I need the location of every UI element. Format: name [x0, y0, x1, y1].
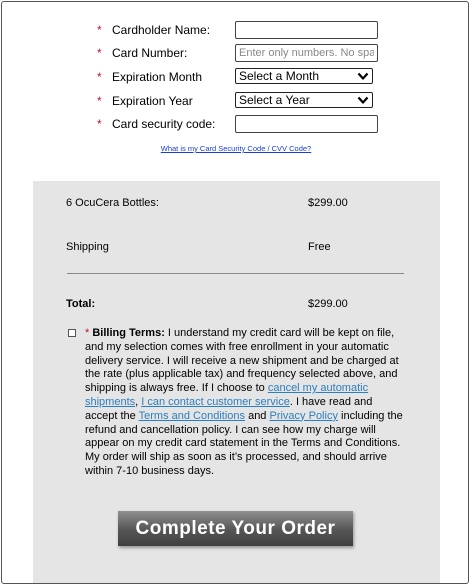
checkout-frame	[1, 1, 469, 584]
shipping-value: Free	[308, 241, 331, 253]
cardholder-name-input[interactable]	[235, 21, 378, 39]
terms-conditions-link[interactable]: Terms and Conditions	[138, 409, 246, 422]
cvv-help	[2, 138, 469, 156]
required-mark: *	[85, 327, 90, 339]
required-mark: *	[97, 70, 102, 84]
security-code-input[interactable]	[235, 115, 378, 133]
complete-order-button[interactable]: Complete Your Order	[118, 511, 353, 546]
chevron-down-icon	[357, 70, 369, 82]
billing-terms-heading: Billing Terms:	[92, 327, 165, 339]
product-label: 6 OcuCera Bottles:	[66, 197, 159, 209]
terms-text-2: ,	[135, 395, 142, 408]
terms-checkbox[interactable]	[68, 329, 76, 337]
cvv-help-link[interactable]: What is my Card Security Code / CVV Code?	[160, 144, 312, 153]
exp-month-label: Expiration Month	[112, 70, 203, 84]
terms-text-4: and	[245, 409, 270, 422]
total-value: $299.00	[308, 298, 348, 310]
cardholder-row	[2, 23, 469, 43]
exp-month-selected: Select a Month	[239, 69, 320, 83]
card-number-input[interactable]	[235, 44, 378, 62]
exp-month-row	[2, 70, 469, 90]
security-code-row	[2, 117, 469, 137]
total-label: Total:	[66, 298, 96, 310]
exp-month-select[interactable]	[235, 68, 373, 84]
required-mark: *	[97, 46, 102, 60]
exp-year-label: Expiration Year	[112, 94, 193, 108]
card-number-label: Card Number:	[112, 46, 188, 60]
required-mark: *	[97, 94, 102, 108]
summary-divider	[67, 273, 404, 274]
cardholder-label: Cardholder Name:	[112, 23, 211, 37]
billing-terms-text	[85, 327, 405, 479]
security-code-label: Card security code:	[112, 117, 216, 131]
chevron-down-icon	[357, 94, 369, 106]
required-mark: *	[97, 23, 102, 37]
card-number-row	[2, 46, 469, 66]
order-summary-panel	[33, 181, 440, 584]
terms-text-5: including the refund and cancellation policy. I can see how my charge will appear on my credit card statement in the Terms and Conditions. My order will ship as soon as it’s processed, and should arrive within 7-10 business days.	[85, 409, 403, 477]
contact-service-link[interactable]: I can contact customer service	[141, 395, 290, 408]
product-price: $299.00	[308, 197, 348, 209]
shipping-label: Shipping	[66, 241, 109, 253]
exp-year-selected: Select a Year	[239, 93, 310, 107]
exp-year-row	[2, 94, 469, 114]
cancel-shipments-link[interactable]: cancel my automatic shipments	[85, 382, 369, 408]
terms-text-1: I understand my credit card will be kept on file, and my selection comes with free enrollment in your automatic delivery service. I will receive a new shipment and be charged at the rate (plus applicable tax) and frequency selected above, and shipping is always free. If I choose to	[85, 327, 399, 395]
exp-year-select[interactable]	[235, 92, 373, 108]
required-mark: *	[97, 117, 102, 131]
privacy-policy-link[interactable]: Privacy Policy	[269, 409, 338, 422]
terms-text-3: . I have read and accept the	[85, 395, 373, 422]
